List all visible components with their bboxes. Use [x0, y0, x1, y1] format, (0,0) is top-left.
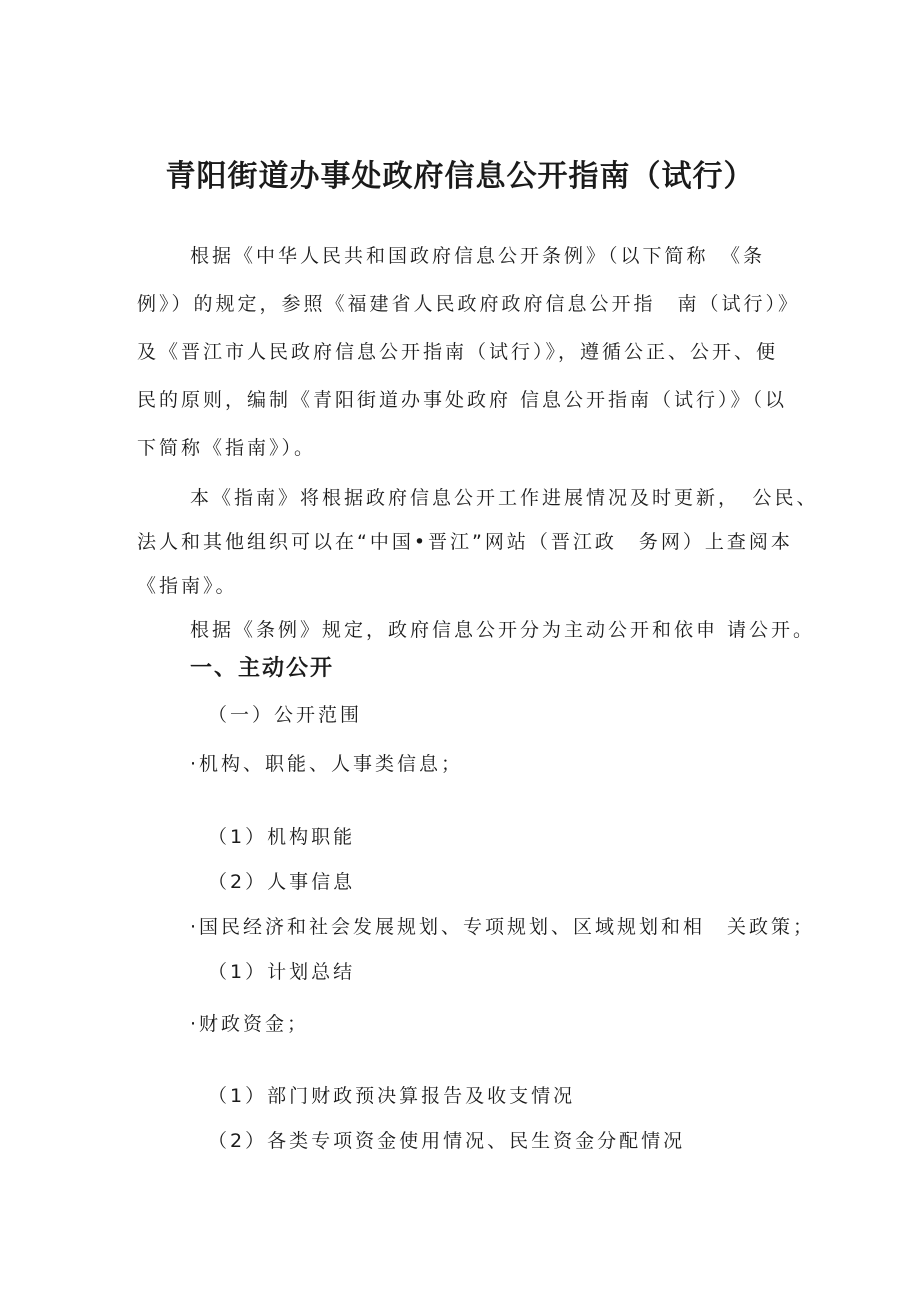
list-item: （2）各类专项资金使用情况、民生资金分配情况 — [208, 1130, 686, 1152]
intro-paragraph-2-line-2: 法人和其他组织可以在“中国•晋江”网站（晋江政 务网）上查阅本 — [137, 531, 793, 553]
intro-paragraph-1-line-5: 下简称《指南》）。 — [137, 437, 317, 459]
intro-paragraph-1-line-3: 及《晋江市人民政府信息公开指南（试行）》，遵循公正、公开、便 — [137, 341, 779, 363]
list-item: （1）机构职能 — [208, 826, 356, 848]
subheading-scope: （一）公开范围 — [208, 704, 363, 726]
list-item: （1）部门财政预决算报告及收支情况 — [208, 1085, 576, 1107]
page-title: 青阳街道办事处政府信息公开指南（试行） — [165, 159, 755, 194]
intro-paragraph-2-line-3: 《指南》。 — [137, 575, 238, 597]
bullet-planning-info: ·国民经济和社会发展规划、专项规划、区域规划和相 关政策； — [190, 916, 816, 938]
intro-paragraph-1-line-2: 例》）的规定，参照《福建省人民政府政府信息公开指 南（试行）》 — [137, 293, 801, 315]
bullet-institution-info: ·机构、职能、人事类信息； — [190, 753, 464, 775]
section-heading-active-disclosure: 一、主动公开 — [190, 656, 335, 681]
intro-paragraph-3: 根据《条例》规定，政府信息公开分为主动公开和依申 请公开。 — [190, 619, 816, 641]
list-item: （1）计划总结 — [208, 961, 356, 983]
intro-paragraph-1-line-4: 民的原则，编制《青阳街道办事处政府 信息公开指南（试行）》（以 — [137, 389, 788, 411]
bullet-finance-info: ·财政资金； — [190, 1013, 310, 1035]
list-item: （2）人事信息 — [208, 871, 356, 893]
intro-paragraph-2-line-1: 本《指南》将根据政府信息公开工作进展情况及时更新， 公民、 — [190, 487, 819, 509]
intro-paragraph-1-line-1: 根据《中华人民共和国政府信息公开条例》（以下简称 《条 — [190, 245, 766, 267]
